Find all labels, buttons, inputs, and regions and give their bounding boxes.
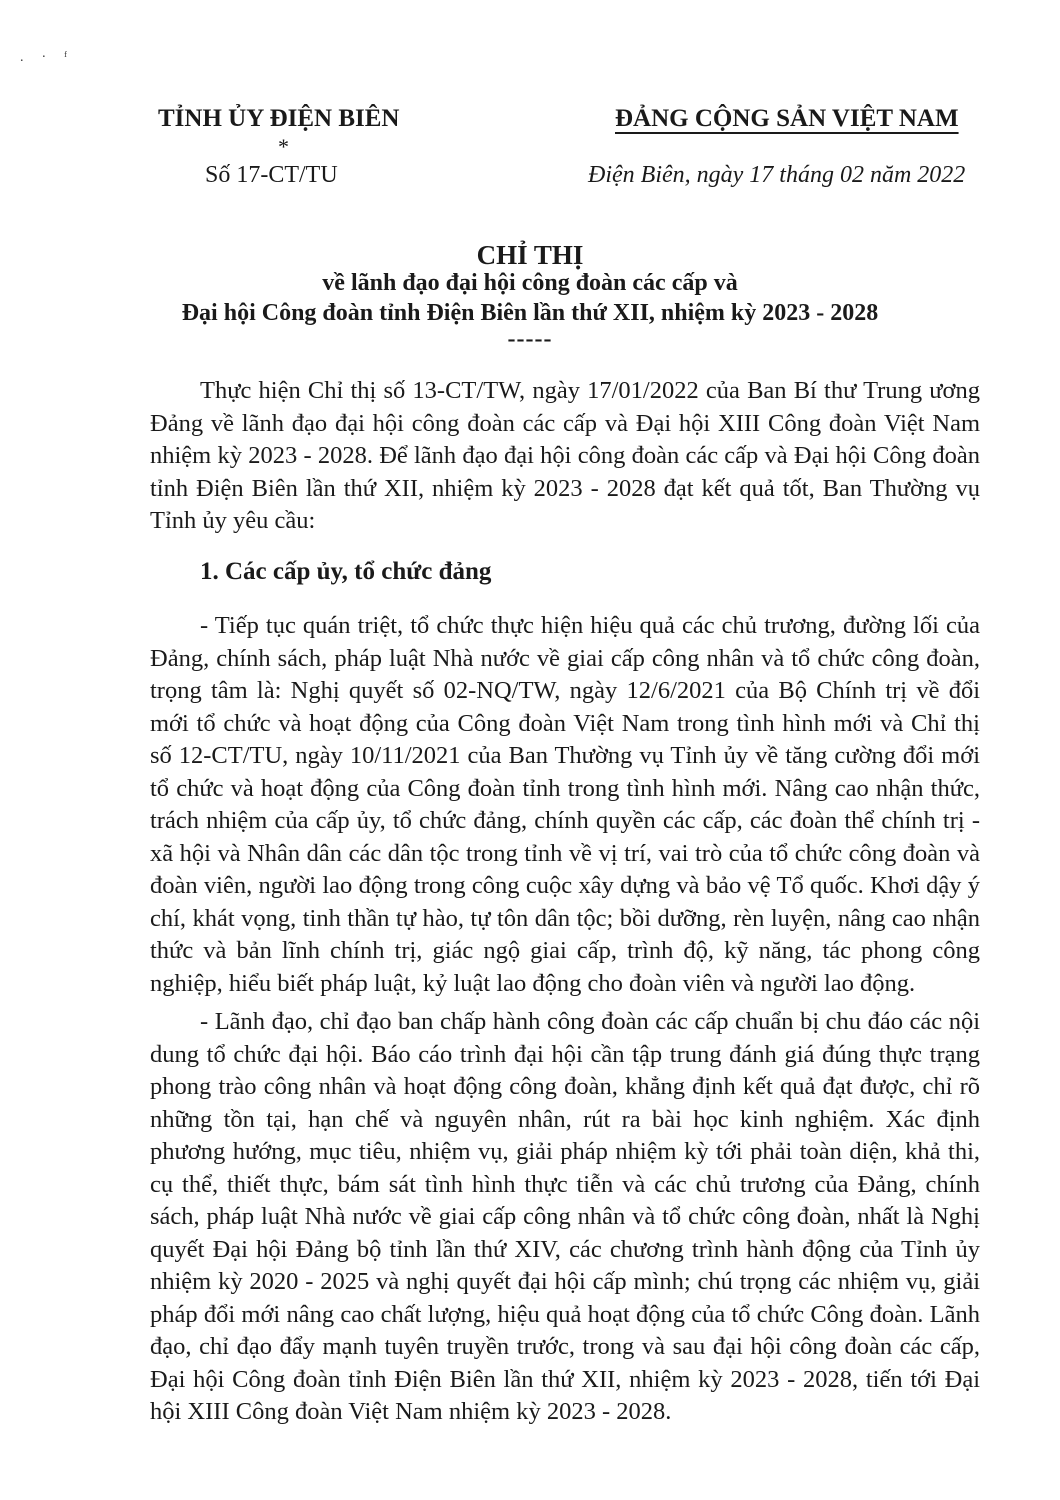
scan-specks: .·ᶠ	[20, 50, 86, 65]
issuing-organization: TỈNH ỦY ĐIỆN BIÊN	[158, 105, 400, 132]
section-heading: 1. Các cấp ủy, tổ chức đảng	[200, 558, 492, 585]
title-line-1: về lãnh đạo đại hội công đoàn các cấp và	[322, 270, 738, 296]
title-line-2: Đại hội Công đoàn tỉnh Điện Biên lần thứ XII, nhiệm kỳ 2023 - 2028	[181, 300, 879, 326]
section-paragraph-2: - Lãnh đạo, chỉ đạo ban chấp hành công đoàn các cấp chuẩn bị chu đáo các nội dung tổ chức đại hội. Báo cáo trình đại hội cần tập trung đánh giá đúng thực trạng phong trào công nhân và hoạt động công đoàn, khẳng định kết quả đạt được, chỉ rõ những tồn tại, hạn chế và nguyên nhân, rút ra bài học kinh nghiệm. Xác định phương hướng, mục tiêu, nhiệm vụ, giải pháp nhiệm kỳ tới phải toàn diện, khả thi, cụ thể, thiết thực, bám sát tình hình thực tiễn và các chủ trương của Đảng, chính sách, pháp luật Nhà nước về giai cấp công nhân và tổ chức công đoàn, nhất là Nghị quyết Đại hội Đảng bộ tỉnh lần thứ XIV, các chương trình hành động của Tỉnh ủy nhiệm kỳ 2020 - 2025 và nghị quyết đại hội cấp mình; chú trọng các nhiệm vụ, giải pháp đổi mới nâng cao chất lượng, hiệu quả hoạt động của tổ chức Công đoàn. Lãnh đạo, chỉ đạo đẩy mạnh tuyên truyền trước, trong và sau đại hội công đoàn các cấp, Đại hội Công đoàn tỉnh Điện Biên lần thứ XII, nhiệm kỳ 2023 - 2028, tiến tới Đại hội XIII Công đoàn Việt Nam nhiệm kỳ 2023 - 2028.	[150, 1008, 980, 1425]
party-name: ĐẢNG CỘNG SẢN VIỆT NAM	[615, 105, 959, 132]
section-paragraph-1: - Tiếp tục quán triệt, tổ chức thực hiện hiệu quả các chủ trương, đường lối của Đảng, chính sách, pháp luật Nhà nước về giai cấp công nhân và tổ chức công đoàn, trọng tâm là: Nghị quyết số 02-NQ/TW, ngày 12/6/2021 của Bộ Chính trị về đổi mới tổ chức và hoạt động của Công đoàn Việt Nam trong tình hình mới và Chỉ thị số 12-CT/TU, ngày 10/11/2021 của Ban Thường vụ Tỉnh ủy về tăng cường đổi mới tổ chức và hoạt động của Công đoàn tỉnh trong tình hình mới. Nâng cao nhận thức, trách nhiệm của cấp ủy, tổ chức đảng, chính quyền các cấp, các đoàn thể chính trị - xã hội và Nhân dân các dân tộc trong tỉnh về vị trí, vai trò của tổ chức công đoàn và đoàn viên, người lao động trong công cuộc xây dựng và bảo vệ Tổ quốc. Khơi dậy ý chí, khát vọng, tinh thần tự hào, tự tôn dân tộc; bồi dưỡng, rèn luyện, nâng cao nhận thức và bản lĩnh chính trị, giác ngộ giai cấp, trình độ, kỹ năng, tác phong công nghiệp, hiểu biết pháp luật, kỷ luật lao động cho đoàn viên và người lao động.	[150, 612, 980, 997]
document-number: Số 17-CT/TU	[205, 162, 338, 188]
document-type: CHỈ THỊ	[476, 240, 584, 270]
title-separator: -----	[507, 326, 553, 352]
intro-paragraph: Thực hiện Chỉ thị số 13-CT/TW, ngày 17/01/2022 của Ban Bí thư Trung ương Đảng về lãnh đạo đại hội công đoàn các cấp và Đại hội XIII Công đoàn Việt Nam nhiệm kỳ 2023 - 2028. Để lãnh đạo đại hội công đoàn các cấp và Đại hội Công đoàn tỉnh Điện Biên lần thứ XII, nhiệm kỳ 2023 - 2028 đạt kết quả tốt, Ban Thường vụ Tỉnh ủy yêu cầu:	[150, 377, 980, 534]
place-date: Điện Biên, ngày 17 tháng 02 năm 2022	[588, 162, 966, 188]
header-star: *	[278, 134, 289, 159]
